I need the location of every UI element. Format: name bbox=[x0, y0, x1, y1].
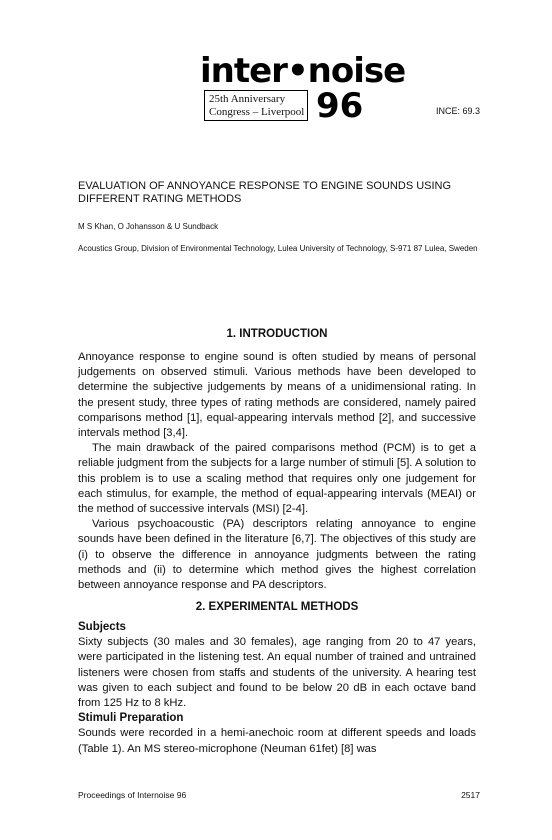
paper-title: EVALUATION OF ANNOYANCE RESPONSE TO ENGINE SOUNDS USING DIFFERENT RATING METHODS bbox=[78, 180, 452, 205]
logo-subtitle-box bbox=[204, 90, 308, 121]
logo-wordmark: inter•noise bbox=[200, 51, 406, 91]
page-number: 2517 bbox=[461, 790, 480, 800]
footer-proceedings: Proceedings of Internoise 96 bbox=[78, 790, 187, 800]
logo-box-line2: Congress – Liverpool bbox=[209, 106, 305, 118]
stimuli-paragraph: Sounds were recorded in a hemi-anechoic room at different speeds and loads (Table 1). An MS stereo-microphone (Neuman 61fet) [8] was bbox=[78, 727, 476, 755]
logo-year: 96 bbox=[316, 86, 364, 126]
paper-affiliation: Acoustics Group, Division of Environmental Technology, Lulea University of Technology, S-971 87 Lulea, Sweden bbox=[78, 244, 478, 253]
paper-code: INCE: 69.3 bbox=[435, 106, 480, 116]
intro-heading: 1. INTRODUCTION bbox=[226, 328, 328, 340]
stimuli-heading: Stimuli Preparation bbox=[78, 712, 184, 725]
intro-body bbox=[78, 350, 476, 593]
conference-logo bbox=[200, 51, 406, 126]
intro-paragraph-2: The main drawback of the paired comparisons method (PCM) is to get a reliable judgment from the subjects for a large number of stimuli [5]. A solution to this problem is to use a scaling method that requires only one judgement for each stimulus, for example, the method of equal-appearing intervals (MEAI) or the method of successive intervals (MSI) [2-4]. bbox=[78, 442, 476, 516]
subjects-heading: Subjects bbox=[78, 621, 126, 633]
paper-authors: M S Khan, O Johansson & U Sundback bbox=[78, 222, 219, 231]
methods-body bbox=[78, 620, 476, 757]
logo-box-line1: 25th Anniversary bbox=[209, 93, 286, 105]
methods-heading: 2. EXPERIMENTAL METHODS bbox=[195, 601, 359, 613]
intro-paragraph-1: Annoyance response to engine sound is often studied by means of personal judgements on observed stimuli. Various methods have been developed to determine the subjective judgements by means of a unidimensional rating. In the present study, three types of rating methods are considered, namely paired comparisons method [1], equal-appearing intervals method [2], and successive intervals method [3,4]. bbox=[78, 351, 476, 440]
intro-paragraph-3: Various psychoacoustic (PA) descriptors relating annoyance to engine sounds have been defined in the literature [6,7]. The objectives of this study are (i) to observe the difference in annoyance judgments between the rating methods and (ii) to determine which method gives the highest correlation between annoyance response and PA descriptors. bbox=[78, 518, 476, 592]
subjects-paragraph: Sixty subjects (30 males and 30 females), age ranging from 20 to 47 years, were participated in the listening test. An equal number of trained and untrained listeners were chosen from staffs and students of the university. A hearing test was given to each subject and found to be below 20 dB in each octave band from 125 Hz to 8 kHz. bbox=[78, 636, 476, 710]
